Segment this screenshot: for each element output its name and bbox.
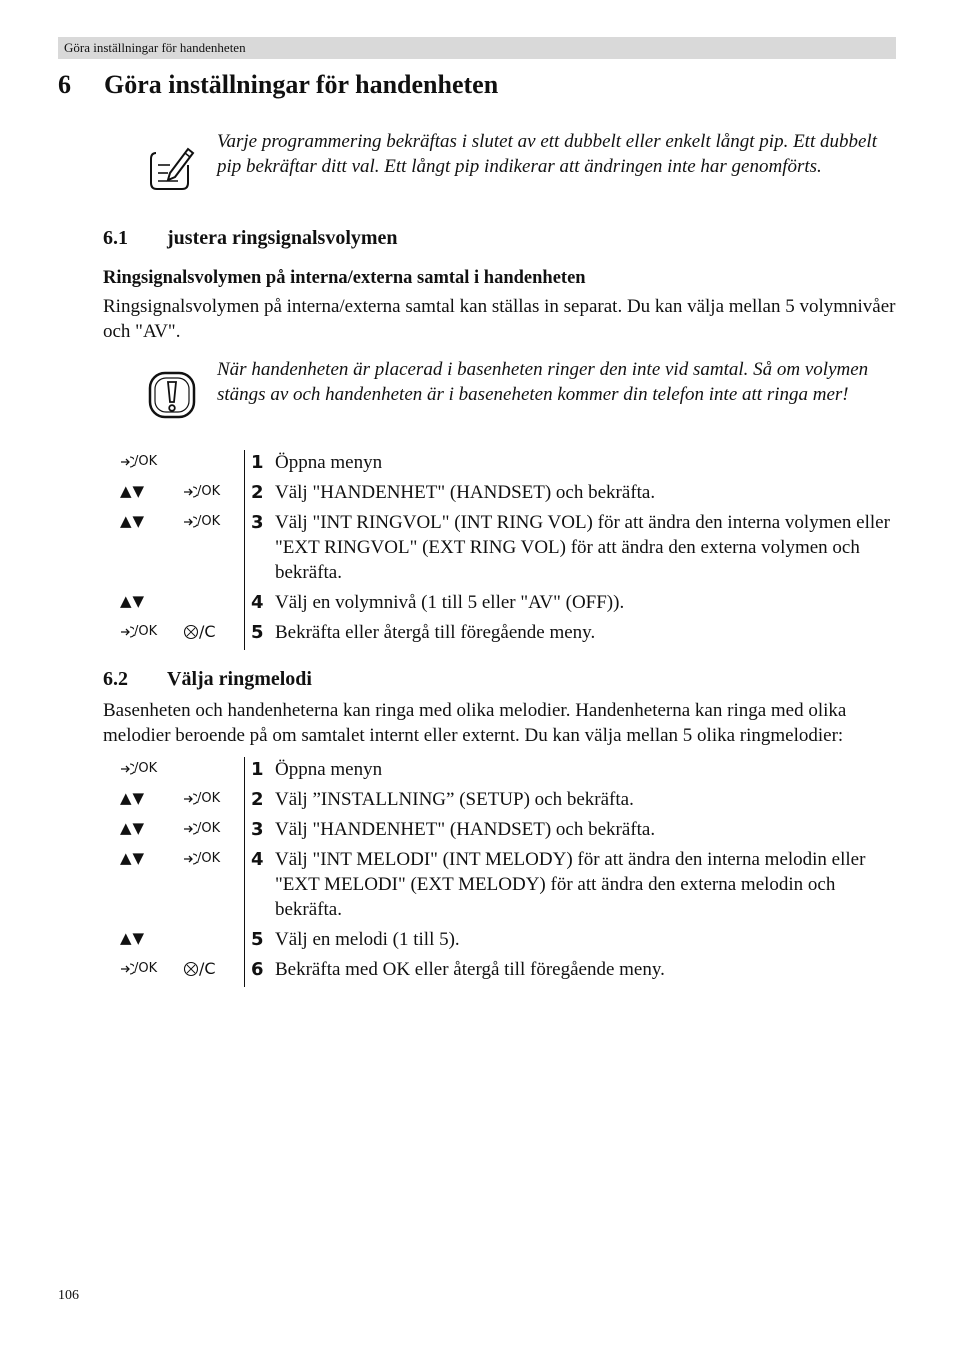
- step-number: 6: [251, 959, 264, 980]
- arrow-keys-icon: ▲▼: [120, 929, 146, 947]
- steps-list-6-2: [103, 757, 903, 987]
- step-number: 1: [251, 759, 264, 780]
- steps-list-6-1: [103, 450, 903, 650]
- enter-arrow-icon: [183, 823, 197, 835]
- section-heading-6-2: [103, 668, 312, 691]
- cancel-circle-icon: [183, 624, 199, 640]
- step-text: Öppna menyn: [275, 759, 383, 780]
- ok-key: /OK: [183, 484, 220, 499]
- enter-arrow-icon: [183, 516, 197, 528]
- step-number: 5: [251, 622, 264, 643]
- step: [103, 757, 903, 787]
- step-text: Öppna menyn: [275, 452, 383, 473]
- step-number: 2: [251, 789, 264, 810]
- arrow-keys-icon: ▲▼: [120, 849, 146, 867]
- arrow-keys-icon: ▲▼: [120, 512, 146, 530]
- step-number: 3: [251, 819, 264, 840]
- enter-arrow-icon: [183, 853, 197, 865]
- step-text: Välj "HANDENHET" (HANDSET) och bekräfta.: [275, 819, 656, 840]
- step-text: Välj "HANDENHET" (HANDSET) och bekräfta.: [275, 482, 656, 503]
- arrow-keys-icon: ▲▼: [120, 789, 146, 807]
- step: [103, 957, 903, 987]
- ok-key: /OK: [183, 791, 220, 806]
- ok-key: /OK: [120, 761, 157, 776]
- step: [103, 450, 903, 480]
- subheading: Ringsignalsvolymen på interna/externa samtal i handenheten: [103, 268, 586, 288]
- pencil-note-icon: [148, 143, 196, 193]
- exclamation-icon: [147, 370, 197, 420]
- step: [103, 620, 903, 650]
- step-text: Välj en melodi (1 till 5).: [275, 929, 460, 950]
- step-text: Bekräfta eller återgå till föregående meny.: [275, 622, 596, 643]
- ok-key: /OK: [183, 851, 220, 866]
- step-number: 4: [251, 849, 264, 870]
- enter-arrow-icon: [120, 763, 134, 775]
- section-number: 6.2: [103, 668, 128, 690]
- enter-arrow-icon: [120, 626, 134, 638]
- step-number: 5: [251, 929, 264, 950]
- section-number: 6.1: [103, 227, 128, 249]
- arrow-keys-icon: ▲▼: [120, 592, 146, 610]
- section-title: justera ringsignalsvolymen: [167, 227, 398, 249]
- section-title: Välja ringmelodi: [167, 668, 312, 690]
- step-text: Välj "INT RINGVOL" (INT RING VOL) för att ändra den interna volymen eller "EXT RINGVOL" (EXT RING VOL) för att ändra den externa volymen och bekräfta.: [275, 512, 890, 583]
- step: [103, 590, 903, 620]
- chapter-number: 6: [58, 70, 71, 99]
- arrow-keys-icon: ▲▼: [120, 819, 146, 837]
- step-text: Välj ”INSTALLNING” (SETUP) och bekräfta.: [275, 789, 634, 810]
- chapter-heading: [58, 70, 498, 100]
- ok-key: /OK: [183, 514, 220, 529]
- step-number: 3: [251, 512, 264, 533]
- ok-key: /OK: [183, 821, 220, 836]
- step-number: 4: [251, 592, 264, 613]
- step: [103, 480, 903, 510]
- section-heading-6-1: [103, 227, 398, 250]
- ok-key: /OK: [120, 454, 157, 469]
- ok-key: /OK: [120, 961, 157, 976]
- paragraph: Basenheten och handenheterna kan ringa med olika melodier. Handenheterna kan ringa med olika melodier beroende på om samtalet internt eller externt. Du kan välja mellan 5 olika ringmelodier:: [103, 700, 847, 746]
- step-number: 1: [251, 452, 264, 473]
- cancel-key: /C: [183, 959, 216, 978]
- chapter-title: Göra inställningar för handenheten: [104, 70, 499, 99]
- ok-key: /OK: [120, 624, 157, 639]
- running-header: [58, 37, 896, 59]
- intro-note-text: Varje programmering bekräftas i slutet av ett dubbelt eller enkelt långt pip. Ett dubbelt pip bekräftar ditt val. Ett långt pip indikerar att ändringen inte har genomförts.: [217, 131, 877, 177]
- step-text: Välj "INT MELODI" (INT MELODY) för att ändra den interna melodin eller "EXT MELODI" (EXT MELODY) för att ändra den externa melodin och bekräfta.: [275, 849, 866, 920]
- running-title: Göra inställningar för handenheten: [64, 40, 246, 55]
- enter-arrow-icon: [183, 793, 197, 805]
- cancel-circle-icon: [183, 961, 199, 977]
- cancel-key: /C: [183, 622, 216, 641]
- step: [103, 927, 903, 957]
- enter-arrow-icon: [183, 486, 197, 498]
- step-text: Välj en volymnivå (1 till 5 eller "AV" (OFF)).: [275, 592, 625, 613]
- arrow-keys-icon: ▲▼: [120, 482, 146, 500]
- page-number: 106: [58, 1288, 79, 1303]
- step-text: Bekräfta med OK eller återgå till föregående meny.: [275, 959, 665, 980]
- step: [103, 847, 903, 927]
- step: [103, 787, 903, 817]
- step-number: 2: [251, 482, 264, 503]
- step: [103, 510, 903, 590]
- paragraph: Ringsignalsvolymen på interna/externa samtal kan ställas in separat. Du kan välja mellan 5 volymnivåer och "AV".: [103, 296, 896, 342]
- warning-text: När handenheten är placerad i basenheten ringer den inte vid samtal. Så om volymen stängs av och handenheten är i baseneheten kommer din telefon inte att ringa mer!: [217, 359, 869, 405]
- enter-arrow-icon: [120, 456, 134, 468]
- step: [103, 817, 903, 847]
- enter-arrow-icon: [120, 963, 134, 975]
